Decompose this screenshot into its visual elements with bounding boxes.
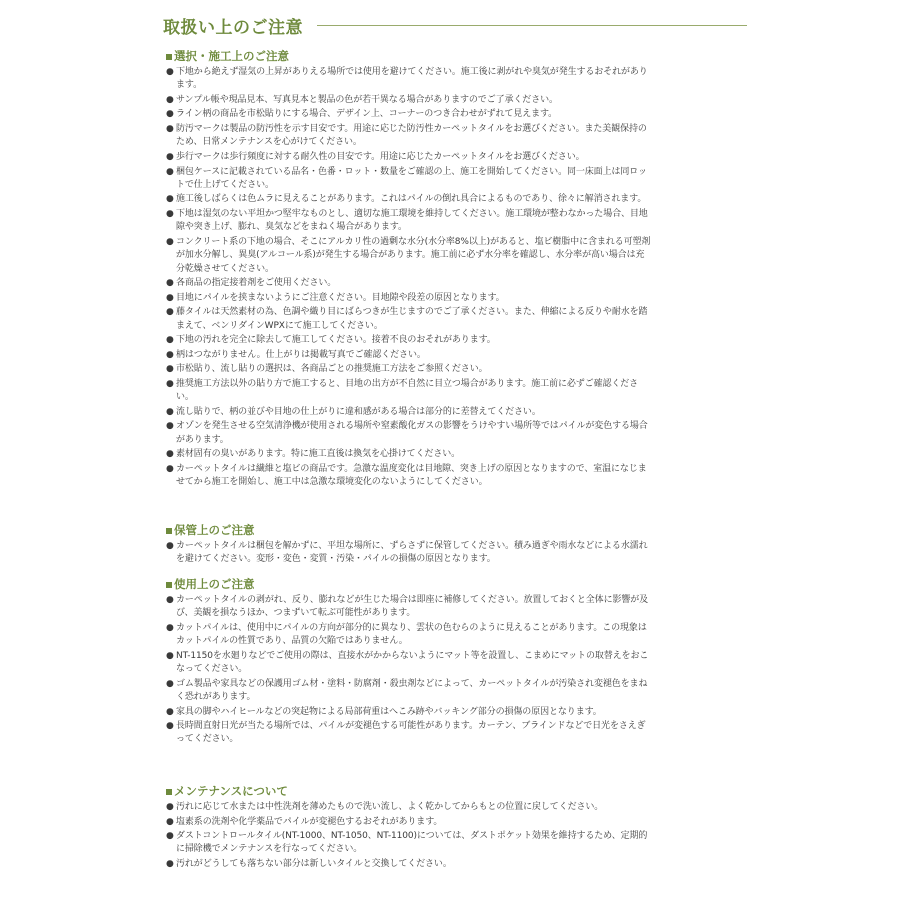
section-heading-text: 選択・施工上のご注意: [174, 49, 289, 63]
bullet-dot-icon: ●: [166, 802, 174, 812]
bullet-dot-icon: ●: [166, 307, 174, 318]
note-item: [166, 678, 652, 705]
section-heading: [166, 576, 652, 592]
note-item: [166, 463, 652, 490]
note-text: 施工後しばらくは色ムラに見えることがあります。これはパイルの倒れ具合によるものであり、徐々に解消されます。: [176, 194, 647, 205]
square-bullet-icon: [166, 54, 172, 60]
square-bullet-icon: [166, 528, 172, 534]
note-text: ライン柄の商品を市松貼りにする場合、デザイン上、コーナーのつき合わせがずれて見えます。: [176, 109, 558, 120]
square-bullet-icon: [166, 789, 172, 795]
note-item: [166, 236, 652, 276]
note-text: 推奨施工方法以外の貼り方で施工すると、目地の出方が不自然に目立つ場合があります。施工前に必ずご確認ください。: [176, 378, 639, 403]
note-item: [166, 706, 652, 719]
bullet-dot-icon: ●: [166, 292, 174, 303]
bullet-dot-icon: ●: [166, 678, 174, 689]
bullet-dot-icon: ●: [166, 278, 174, 289]
note-text: 汚れに応じて水または中性洗剤を薄めたもので洗い流し、よく乾かしてからもとの位置に戻してください。: [176, 802, 604, 812]
note-text: 各商品の指定接着剤をご使用ください。: [176, 278, 337, 289]
note-list: [166, 801, 652, 871]
note-item: [166, 123, 652, 150]
bullet-dot-icon: ●: [166, 622, 174, 633]
note-text: 塩素系の洗剤や化学薬品でパイルが変褪色するおそれがあります。: [176, 816, 443, 827]
note-text: サンプル帳や現品見本、写真見本と製品の色が若干異なる場合がありますのでご了承ください。: [176, 94, 558, 105]
section-heading-text: メンテナンスについて: [174, 784, 288, 798]
note-text: 防汚マークは製品の防汚性を示す目安です。用途に応じた防汚性カーペットタイルをお選びください。また美観保持のため、日常メンテナンスを心がけてください。: [176, 124, 647, 148]
section-storage: [166, 522, 652, 568]
bullet-dot-icon: ●: [166, 595, 174, 605]
note-text: 市松貼り、流し貼りの選択は、各商品ごとの推奨施工方法をご参照ください。: [176, 364, 488, 375]
bullet-dot-icon: ●: [166, 831, 174, 842]
note-text: カーペットタイルは梱包を解かずに、平坦な場所に、ずらさずに保管してください。積み過ぎや雨水などによる水濡れを避けてください。変形・変色・変質・汚染・パイルの損傷の原因となります。: [176, 541, 648, 565]
note-item: [166, 193, 652, 206]
bullet-dot-icon: ●: [166, 463, 174, 474]
section-heading-text: 保管上のご注意: [174, 523, 255, 537]
bullet-dot-icon: ●: [166, 349, 174, 360]
note-text: 目地にパイルを挟まないようにご注意ください。目地隙や段差の原因となります。: [176, 292, 505, 303]
note-item: [166, 448, 652, 461]
note-text: ゴム製品や家具などの保護用ゴム材・塗料・防腐剤・殺虫剤などによって、カーペットタイルが汚染され変褪色をまねく恐れがあります。: [176, 678, 648, 702]
note-list: [166, 540, 652, 567]
note-text: オゾンを発生させる空気清浄機が使用される場所や窒素酸化ガスの影響をうけやすい場所等ではパイルが変色する場合があります。: [176, 421, 648, 445]
square-bullet-icon: [166, 582, 172, 588]
note-item: [166, 166, 652, 193]
note-text: カーペットタイルの剥がれ、反り、膨れなどが生じた場合は即座に補修してください。放置しておくと全体に影響が及び、美観を損なうほか、つまずいて転ぶ可能性があります。: [176, 595, 649, 619]
note-item: [166, 208, 652, 235]
bullet-dot-icon: ●: [166, 706, 174, 717]
note-text: 長時間直射日光が当たる場所では、パイルが変褪色する可能性があります。カーテン、ブラインドなどで日光をさえぎってください。: [176, 721, 646, 745]
note-text: ダストコントロールタイル(NT-1000、NT-1050、NT-1100)については、ダストポケット効果を維持するため、定期的に掃除機でメンテナンスを行なってください。: [176, 831, 648, 855]
bullet-dot-icon: ●: [166, 194, 174, 205]
bullet-dot-icon: ●: [166, 406, 174, 417]
note-item: [166, 363, 652, 376]
note-text: 流し貼りで、柄の並びや目地の仕上がりに違和感がある場合は部分的に差替えてください。: [176, 406, 541, 417]
note-item: [166, 94, 652, 107]
note-item: [166, 830, 652, 857]
bullet-dot-icon: ●: [166, 124, 174, 135]
bullet-dot-icon: ●: [166, 650, 174, 661]
bullet-dot-icon: ●: [166, 449, 174, 460]
bullet-dot-icon: ●: [166, 816, 174, 827]
bullet-dot-icon: ●: [166, 94, 174, 105]
note-item: [166, 66, 652, 93]
section-selection-construction: [166, 48, 652, 491]
note-text: コンクリート系の下地の場合、そこにアルカリ性の過剰な水分(水分率8%以上)があると、塩ビ樹脂中に含まれる可塑剤が加水分解し、異臭(アルコール系)が発生する場合があります。施工前に必ず水分率を確認し、水分率が高い場合は充分乾燥させてください。: [176, 236, 651, 274]
bullet-dot-icon: ●: [166, 421, 174, 432]
note-text: 素材固有の臭いがあります。特に施工直後は換気を心掛けてください。: [176, 449, 461, 460]
bullet-dot-icon: ●: [166, 721, 174, 732]
note-item: [166, 306, 652, 333]
bullet-dot-icon: ●: [166, 209, 174, 220]
note-item: [166, 292, 652, 305]
note-item: [166, 720, 652, 747]
note-text: 下地は湿気のない平坦かつ堅牢なものとし、適切な施工環境を維持してください。施工環境が整わなかった場合、目地隙や突き上げ、膨れ、臭気などをまねく場合があります。: [176, 209, 648, 233]
section-maintenance: [166, 783, 652, 873]
section-heading-text: 使用上のご注意: [174, 577, 255, 591]
bullet-dot-icon: ●: [166, 541, 174, 551]
note-text: 梱包ケースに記載されている品名・色番・ロット・数量をご確認の上、施工を開始してください。同一床面上は同ロットで仕上げてください。: [176, 166, 647, 190]
note-text: カーペットタイルは繊維と塩ビの商品です。急激な温度変化は目地隙、突き上げの原因となりますので、室温になじませてから施工を開始し、施工中は急激な環境変化のないようにしてください。: [176, 463, 647, 488]
note-list: [166, 594, 652, 747]
bullet-dot-icon: ●: [166, 67, 174, 77]
note-text: 柄はつながりません。仕上がりは掲載写真でご確認ください。: [176, 349, 426, 360]
note-item: [166, 858, 652, 871]
bullet-dot-icon: ●: [166, 151, 174, 162]
note-item: [166, 650, 652, 677]
bullet-dot-icon: ●: [166, 859, 174, 870]
section-heading: [166, 48, 652, 64]
section-heading: [166, 783, 652, 799]
bullet-dot-icon: ●: [166, 236, 174, 247]
bullet-dot-icon: ●: [166, 166, 174, 177]
bullet-dot-icon: ●: [166, 378, 174, 389]
note-text: 歩行マークは歩行頻度に対する耐久性の目安です。用途に応じたカーペットタイルをお選びください。: [176, 151, 585, 162]
bullet-dot-icon: ●: [166, 335, 174, 346]
note-item: [166, 622, 652, 649]
note-item: [166, 378, 652, 405]
page-title: 取扱い上のご注意: [163, 17, 303, 38]
section-heading: [166, 522, 652, 538]
note-item: [166, 540, 652, 567]
note-text: 下地の汚れを完全に除去して施工してください。接着不良のおそれがあります。: [176, 335, 496, 346]
title-divider: [317, 25, 747, 26]
note-text: NT-1150を水廻りなどでご使用の際は、直接水がかからないようにマット等を設置し、こまめにマットの取替えをおこなってください。: [176, 650, 649, 675]
note-item: [166, 277, 652, 290]
note-item: [166, 420, 652, 447]
note-text: 家具の脚やハイヒールなどの突起物による局部荷重はへこみ跡やバッキング部分の損傷の原因となります。: [176, 706, 602, 717]
note-item: [166, 349, 652, 362]
note-item: [166, 801, 652, 814]
note-text: 下地から絶えず湿気の上昇がありえる場所では使用を避けてください。施工後に剥がれや臭気が発生するおそれがあります。: [176, 67, 648, 91]
note-item: [166, 816, 652, 829]
note-list: [166, 66, 652, 490]
note-item: [166, 406, 652, 419]
bullet-dot-icon: ●: [166, 109, 174, 120]
note-text: 藤タイルは天然素材の為、色調や織り目にばらつきが生じますのでご了承ください。また、伸縮による反りや耐水を踏まえて、ベンリダインWPXにて施工してください。: [176, 307, 648, 331]
note-item: [166, 594, 652, 621]
bullet-dot-icon: ●: [166, 364, 174, 375]
note-item: [166, 334, 652, 347]
note-text: 汚れがどうしても落ちない部分は新しいタイルと交換してください。: [176, 859, 452, 870]
note-item: [166, 108, 652, 121]
page-header: [163, 12, 747, 38]
note-text: カットパイルは、使用中にパイルの方向が部分的に異なり、雲状の色むらのように見えることがあります。この現象はカットパイルの性質であり、品質の欠陥ではありません。: [176, 622, 647, 647]
note-item: [166, 151, 652, 164]
section-usage: [166, 576, 652, 748]
